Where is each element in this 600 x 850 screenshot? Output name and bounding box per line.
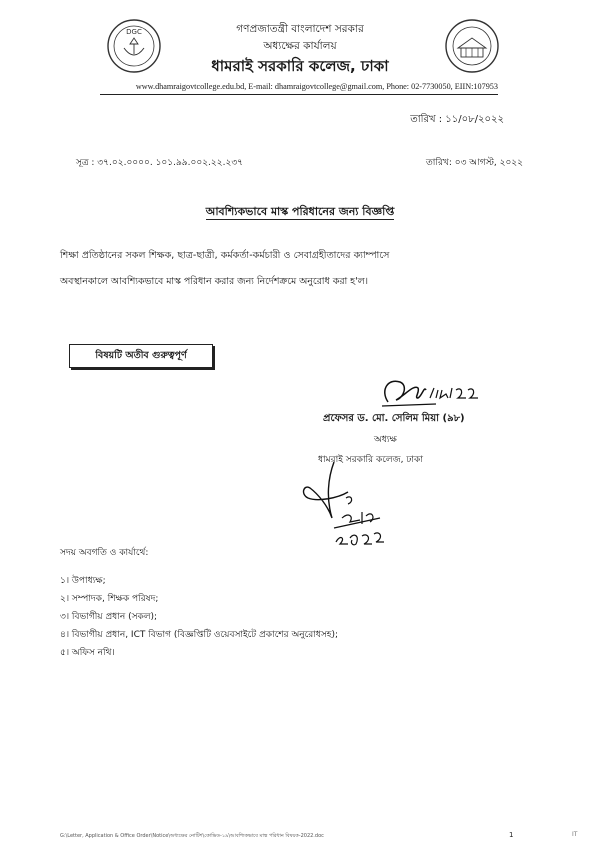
college-building-seal-icon (444, 18, 500, 74)
footer-mark: IT (572, 831, 578, 838)
issue-date: তারিখ : ১১/০৮/২০২২ (410, 114, 504, 125)
cc-item: ৫। অফিস নথি। (60, 648, 115, 658)
government-line: গণপ্রজাতন্ত্রী বাংলাদেশ সরকার (236, 23, 364, 35)
cc-item: ১। উপাধ্যক্ষ; (60, 576, 106, 586)
signatory-title: অধ্যক্ষ (374, 435, 397, 445)
cc-item: ২। সম্পাদক, শিক্ষক পরিষদ; (60, 594, 159, 604)
cc-item: ৩। বিভাগীয় প্রধান (সকল); (60, 612, 158, 622)
subject-heading (0, 203, 600, 222)
body-line-1: শিক্ষা প্রতিষ্ঠানের সকল শিক্ষক, ছাত্র-ছাত্রী, কর্মকর্তা-কর্মচারী ও সেবাগ্রহীতাদের ক্যাম্পাসে (60, 250, 390, 261)
cc-heading: সদয় অবগতি ও কার্যার্থে: (60, 548, 149, 558)
reference-number: সূত্র : ৩৭.০২.০০০০. ১০১.৯৯.০০২.২২.২৩৭ (76, 158, 244, 168)
cc-list (60, 572, 338, 662)
contact-line: www.dhamraigovtcollege.edu.bd, E-mail: dhamraigovtcollege@gmail.com, Phone: 02-7730050, EIIN:107953 (135, 82, 498, 91)
signatory-organization: ধামরাই সরকারি কলেজ, ঢাকা (318, 455, 423, 465)
header-divider (100, 94, 498, 95)
cc-item: ৪। বিভাগীয় প্রধান, ICT বিভাগ (বিজ্ঞপ্তিটি ওয়েবসাইটে প্রকাশের অনুরোধসহ); (60, 630, 339, 640)
footer-file-path: G:\Letter, Application & Office Order\Notice\অধ্যক্ষের নোটিশ\কোভিড-১৯\আবশ্যিকভাবে মাস্ক পরিধান বিষয়ক-2022.doc (60, 833, 324, 839)
body-line-2: অবস্থানকালে আবশ্যিকভাবে মাস্ক পরিধান করার জন্য নির্দেশক্রমে অনুরোধ করা হ'ল। (60, 276, 369, 287)
second-signature (288, 458, 398, 558)
footer-page-number: 1 (509, 831, 514, 839)
office-line: অধ্যক্ষের কার্যালয় (263, 40, 337, 52)
college-name: ধামরাই সরকারি কলেজ, ঢাকা (211, 57, 389, 75)
logo-left-text: DGC (126, 28, 142, 36)
signatory-name: প্রফেসর ড. মো. সেলিম মিয়া (৯৮) (323, 413, 465, 424)
principal-signature (374, 372, 484, 414)
reference-date: তারিখ: ০৩ আগস্ট, ২০২২ (426, 158, 523, 168)
subject-text: আবশ্যিকভাবে মাস্ক পরিধানের জন্য বিজ্ঞপ্তি (205, 205, 395, 218)
important-note-box: বিষয়টি অতীব গুরুত্বপূর্ণ (69, 344, 213, 368)
